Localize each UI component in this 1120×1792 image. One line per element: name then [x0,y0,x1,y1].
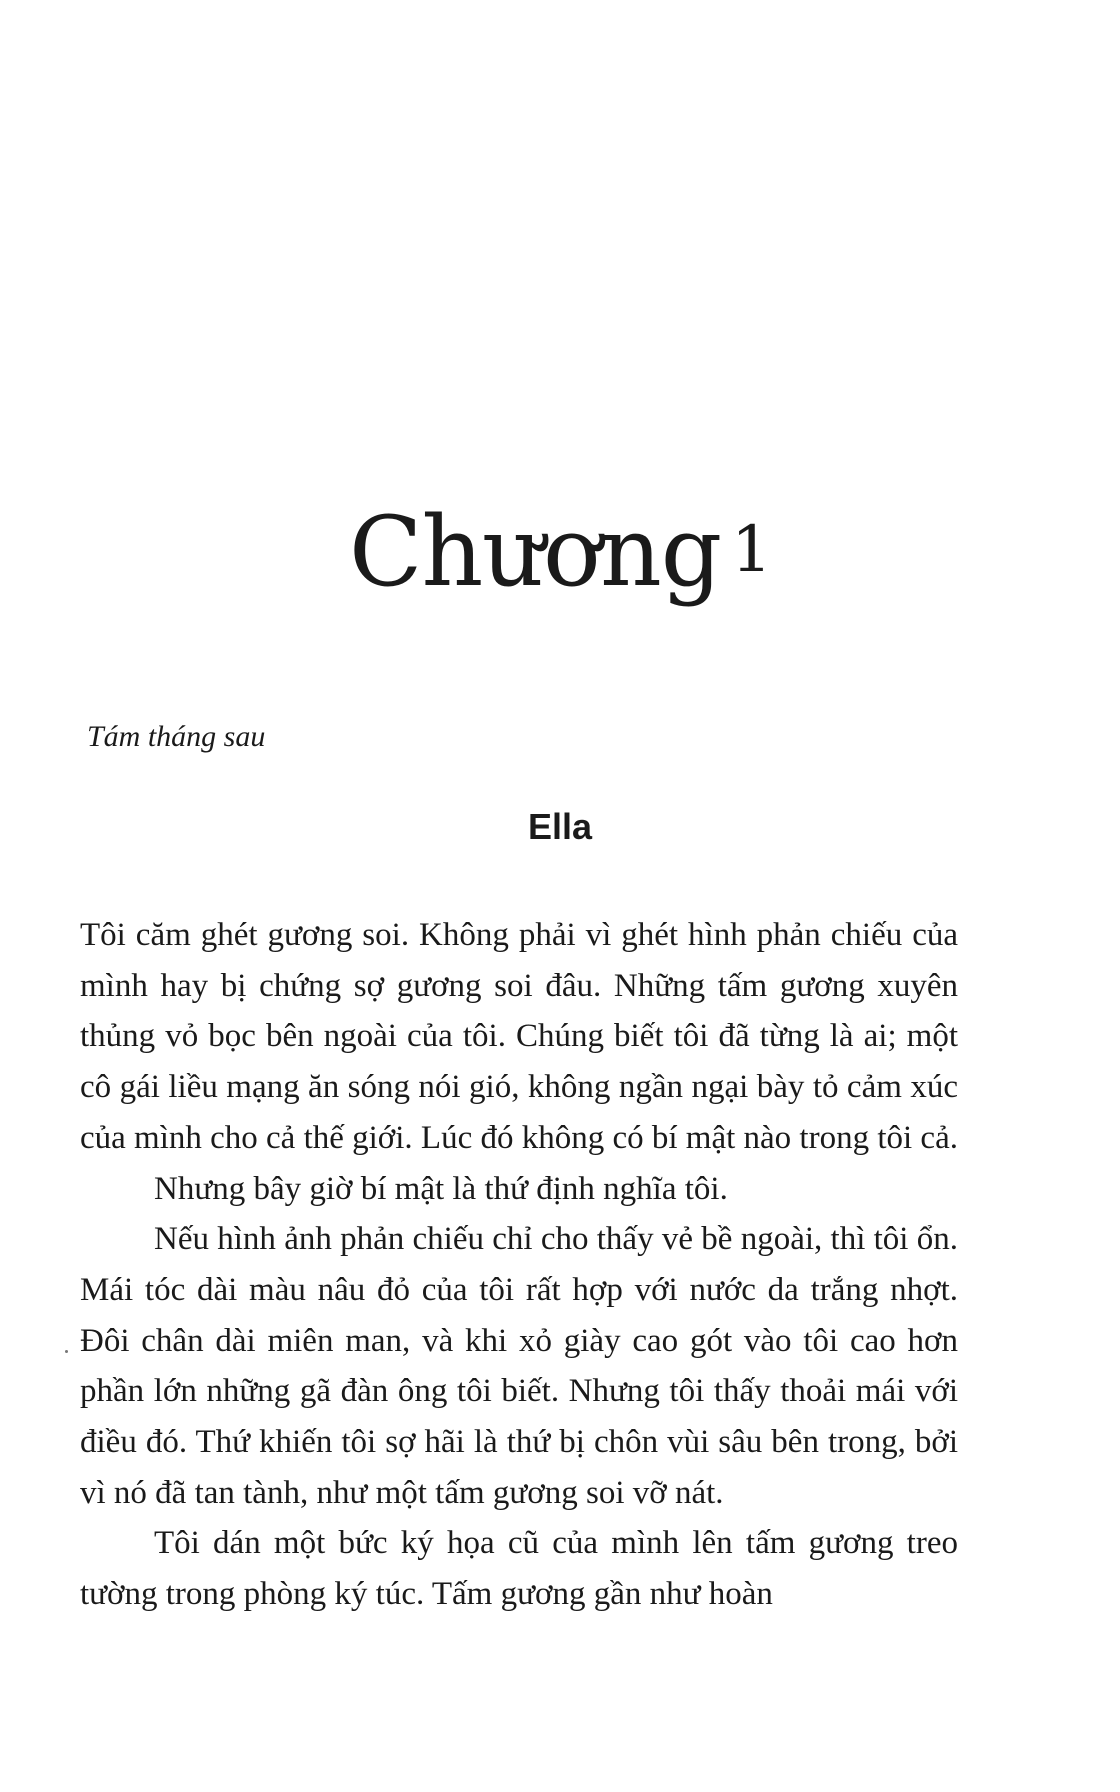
paragraph: Tôi căm ghét gương soi. Không phải vì ghét hình phản chiếu của mình hay bị chứng sợ gương soi đâu. Những tấm gương xuyên thủng vỏ bọc bên ngoài của tôi. Chúng biết tôi đã từng là ai; một cô gái liều mạng ăn sóng nói gió, không ngần ngại bày tỏ cảm xúc của mình cho cả thế giới. Lúc đó không có bí mật nào trong tôi cả. [80,917,958,1156]
section-note: Tám tháng sau [87,720,266,753]
paragraph: Nếu hình ảnh phản chiếu chỉ cho thấy vẻ bề ngoài, thì tôi ổn. Mái tóc dài màu nâu đỏ của tôi rất hợp với nước da trắng nhợt. Đôi chân dài miên man, và khi xỏ giày cao gót vào tôi cao hơn phần lớn những gã đàn ông tôi biết. Nhưng tôi thấy thoải mái với điều đó. Thứ khiến tôi sợ hãi là thứ bị chôn vùi sâu bên trong, bởi vì nó đã tan tành, như một tấm gương soi vỡ nát. [80,1221,958,1511]
chapter-title [0,496,1120,609]
chapter-number: 1 [731,513,771,588]
chapter-label: Chương [349,496,722,609]
stray-ink-mark [65,1350,68,1353]
paragraph: Tôi dán một bức ký họa cũ của mình lên tấm gương treo tường trong phòng ký túc. Tấm gương gần như hoàn [80,1525,958,1613]
paragraph: Nhưng bây giờ bí mật là thứ định nghĩa tôi. [154,1170,728,1207]
body-text [80,910,958,1620]
pov-character-name: Ella [527,806,593,847]
